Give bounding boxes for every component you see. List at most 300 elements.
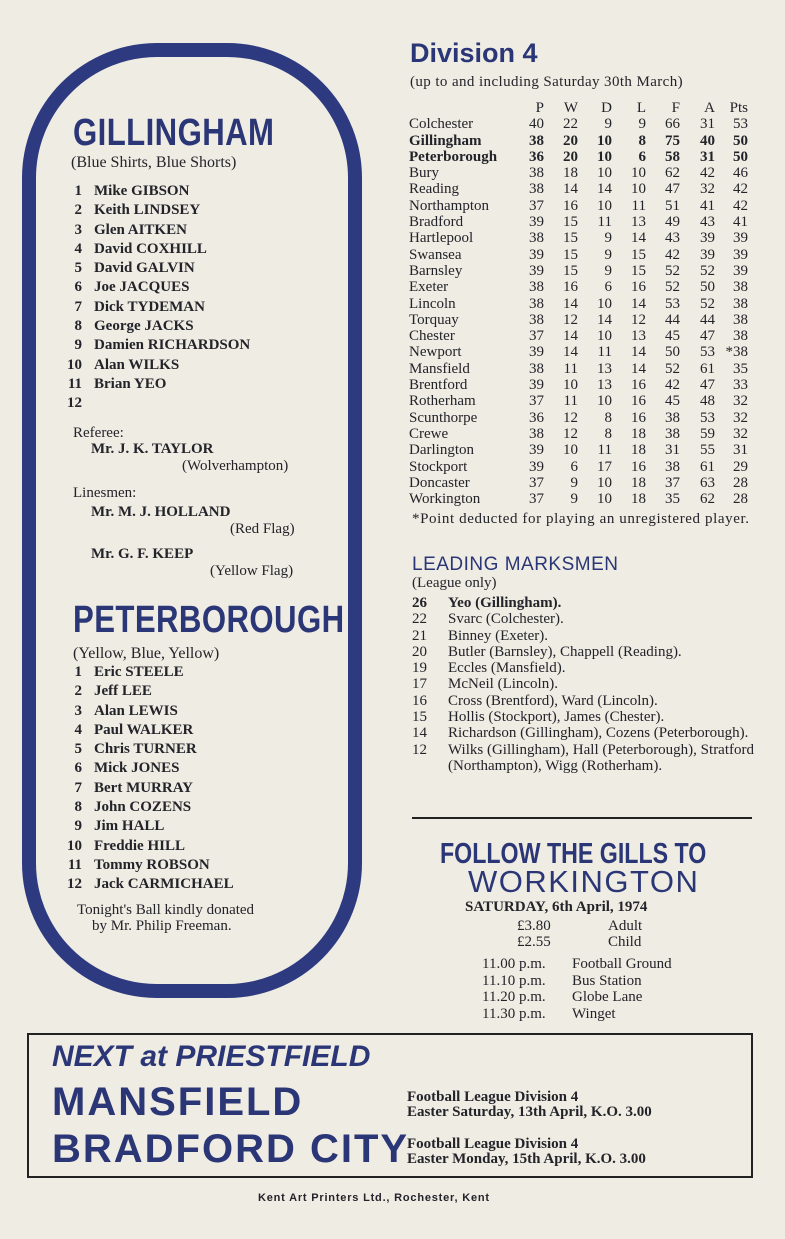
stat-cell: 10 <box>597 132 612 149</box>
stat-cell: 10 <box>597 328 612 345</box>
stat-cell: 62 <box>700 491 715 508</box>
stat-cell: 11 <box>631 197 646 214</box>
table-row <box>409 116 748 132</box>
player-name: Jeff LEE <box>94 683 152 700</box>
shirt-number: 6 <box>74 279 82 296</box>
stat-cell: 28 <box>733 474 748 491</box>
stat-cell: 61 <box>700 458 715 475</box>
stat-cell: 11 <box>597 344 612 361</box>
stat-cell: 32 <box>733 393 748 410</box>
marksman-names: Butler (Barnsley), Chappell (Reading). <box>448 643 682 660</box>
stat-cell: 6 <box>570 458 578 475</box>
shirt-number: 4 <box>74 721 82 738</box>
stat-cell: 63 <box>700 474 715 491</box>
linesman2-flag: (Yellow Flag) <box>210 563 294 579</box>
stat-cell: 14 <box>597 181 612 198</box>
stat-cell: 37 <box>529 491 544 508</box>
stat-cell: 55 <box>700 442 715 459</box>
team-cell: Reading <box>409 181 459 198</box>
shirt-number: 9 <box>74 818 82 835</box>
stat-cell: 41 <box>733 214 748 231</box>
stat-cell: 10 <box>597 491 612 508</box>
stat-cell: 42 <box>733 197 748 214</box>
table-row <box>409 475 748 491</box>
table-row <box>409 133 748 149</box>
shirt-number: 3 <box>74 702 82 719</box>
table-row <box>409 165 748 181</box>
player-name: Dick TYDEMAN <box>94 298 205 315</box>
stat-cell: 11 <box>563 393 578 410</box>
stat-cell: 14 <box>597 311 612 328</box>
home-player-row <box>54 241 250 260</box>
player-name: Bert MURRAY <box>94 779 194 796</box>
stat-cell: 11 <box>563 360 578 377</box>
marksman-row <box>412 725 785 741</box>
player-name: David GALVIN <box>94 260 195 277</box>
departure-row <box>482 1006 672 1023</box>
stat-cell: 8 <box>638 132 646 149</box>
price-category: Adult <box>608 918 643 934</box>
stat-cell: 35 <box>733 360 748 377</box>
table-row <box>409 312 748 328</box>
goal-count: 15 <box>412 709 427 726</box>
table-row <box>409 442 748 458</box>
goal-count: 12 <box>412 741 427 758</box>
stat-cell: 38 <box>529 230 544 247</box>
shirt-number: 6 <box>74 760 82 777</box>
stat-cell: 14 <box>631 230 646 247</box>
marksman-names: Svarc (Colchester). <box>448 611 564 628</box>
stat-cell: 20 <box>563 148 578 165</box>
home-player-row <box>54 222 250 241</box>
stat-cell: 18 <box>563 165 578 182</box>
stat-cell: 50 <box>700 279 715 296</box>
stat-cell: 9 <box>604 230 612 247</box>
stat-cell: 62 <box>665 165 680 182</box>
ball-donation-line2: by Mr. Philip Freeman. <box>92 918 232 934</box>
stat-cell: 45 <box>665 393 680 410</box>
marksman-row <box>412 709 785 725</box>
linesman1-name: Mr. M. J. HOLLAND <box>91 504 231 520</box>
shirt-number: 4 <box>74 240 82 257</box>
stat-cell: 32 <box>700 181 715 198</box>
fixture-line-2b: Easter Monday, 15th April, K.O. 3.00 <box>407 1151 646 1167</box>
price-list <box>517 918 642 950</box>
stat-cell: 39 <box>529 344 544 361</box>
marksman-names: McNeil (Lincoln). <box>448 676 558 693</box>
stat-cell: 37 <box>529 197 544 214</box>
shirt-number: 2 <box>74 683 82 700</box>
stat-cell: 52 <box>700 295 715 312</box>
shirt-number: 1 <box>74 664 82 680</box>
team-cell: Peterborough <box>409 148 498 165</box>
stat-cell: 38 <box>529 295 544 312</box>
printer-credit: Kent Art Printers Ltd., Rochester, Kent <box>258 1192 490 1204</box>
shirt-number: 12 <box>67 395 82 412</box>
fixture-team-2: BRADFORD CITY <box>52 1127 410 1171</box>
player-name: Jack CARMICHAEL <box>94 876 234 893</box>
stat-cell: 52 <box>665 262 680 279</box>
stat-cell: 9 <box>604 262 612 279</box>
stat-cell: 14 <box>631 344 646 361</box>
stat-cell: 6 <box>604 279 612 296</box>
departure-time: 11.10 p.m. <box>482 972 546 989</box>
away-player-row <box>54 703 234 722</box>
stat-cell: *38 <box>725 344 748 361</box>
stat-cell: 59 <box>700 425 715 442</box>
shirt-number: 12 <box>67 876 82 893</box>
marksman-names: Yeo (Gillingham). <box>448 595 562 611</box>
home-player-row <box>54 260 250 279</box>
shirt-number: 5 <box>74 741 82 758</box>
stat-cell: 52 <box>665 279 680 296</box>
table-row <box>409 491 748 507</box>
team-cell: Swansea <box>409 246 462 263</box>
home-team-kit: (Blue Shirts, Blue Shorts) <box>71 154 237 171</box>
stat-cell: 28 <box>733 491 748 508</box>
stat-cell: 9 <box>638 116 646 133</box>
stat-cell: 39 <box>700 230 715 247</box>
departure-times <box>482 956 672 1022</box>
away-player-row <box>54 664 234 683</box>
table-row <box>409 459 748 475</box>
stat-cell: 10 <box>563 442 578 459</box>
stat-cell: 14 <box>563 181 578 198</box>
section-divider <box>412 817 752 819</box>
stat-cell: 11 <box>597 442 612 459</box>
team-cell: Bury <box>409 165 439 182</box>
departure-time: 11.30 p.m. <box>482 1005 546 1022</box>
stat-cell: 37 <box>529 328 544 345</box>
col-header: L <box>636 100 646 116</box>
stat-cell: 39 <box>529 214 544 231</box>
stat-cell: 14 <box>631 295 646 312</box>
stat-cell: 13 <box>631 328 646 345</box>
stat-cell: 10 <box>597 474 612 491</box>
col-header: A <box>704 100 715 116</box>
goal-count: 16 <box>412 692 427 709</box>
team-cell: Colchester <box>409 116 474 133</box>
marksman-names: Wilks (Gillingham), Hall (Peterborough), Stratford (Northampton), Wigg (Rotherham). <box>448 741 754 774</box>
ball-donation-line1: Tonight's Ball kindly donated <box>77 902 255 918</box>
stat-cell: 9 <box>604 116 612 133</box>
goal-count: 19 <box>412 660 427 677</box>
division-subtitle: (up to and including Saturday 30th March) <box>410 74 684 90</box>
stat-cell: 16 <box>563 197 578 214</box>
stat-cell: 31 <box>733 442 748 459</box>
player-name: Jim HALL <box>94 818 165 835</box>
fixture-line-1b: Easter Saturday, 13th April, K.O. 3.00 <box>407 1104 652 1120</box>
player-name: John COZENS <box>94 799 192 816</box>
linesman2-name: Mr. G. F. KEEP <box>91 546 194 562</box>
next-at-title: NEXT at PRIESTFIELD <box>52 1040 371 1073</box>
player-name: Freddie HILL <box>94 837 185 854</box>
stat-cell: 38 <box>665 425 680 442</box>
marksman-row <box>412 693 785 709</box>
stat-cell: 11 <box>597 214 612 231</box>
league-table-header <box>409 100 748 116</box>
stat-cell: 31 <box>665 442 680 459</box>
home-player-row <box>54 395 250 414</box>
away-player-row <box>54 876 234 895</box>
home-player-row <box>54 202 250 221</box>
team-cell: Newport <box>409 344 462 361</box>
stat-cell: 45 <box>665 328 680 345</box>
stat-cell: 37 <box>665 474 680 491</box>
player-name: Glen AITKEN <box>94 221 187 238</box>
table-row <box>409 247 748 263</box>
stat-cell: 10 <box>563 377 578 394</box>
team-cell: Torquay <box>409 311 459 328</box>
departure-place: Football Ground <box>572 956 672 972</box>
stat-cell: 10 <box>597 393 612 410</box>
departure-place: Winget <box>572 1005 616 1022</box>
away-player-row <box>54 683 234 702</box>
player-name: Alan LEWIS <box>94 702 178 719</box>
team-cell: Bradford <box>409 214 464 231</box>
stat-cell: 46 <box>733 165 748 182</box>
stat-cell: 53 <box>700 344 715 361</box>
stat-cell: 18 <box>631 491 646 508</box>
stat-cell: 38 <box>665 409 680 426</box>
stat-cell: 10 <box>631 165 646 182</box>
stat-cell: 36 <box>529 409 544 426</box>
stat-cell: 31 <box>700 116 715 133</box>
stat-cell: 13 <box>631 214 646 231</box>
stat-cell: 75 <box>665 132 680 149</box>
shirt-number: 3 <box>74 221 82 238</box>
away-player-list <box>54 664 234 896</box>
shirt-number: 11 <box>67 375 82 392</box>
team-cell: Crewe <box>409 425 449 442</box>
marksman-names: Richardson (Gillingham), Cozens (Peterborough). <box>448 725 749 742</box>
shirt-number: 5 <box>74 260 82 277</box>
away-player-row <box>54 780 234 799</box>
stat-cell: 36 <box>529 148 544 165</box>
player-name: Paul WALKER <box>94 721 194 738</box>
home-team-name: GILLINGHAM <box>73 112 275 154</box>
stat-cell: 10 <box>631 181 646 198</box>
stat-cell: 43 <box>700 214 715 231</box>
goal-count: 17 <box>412 676 427 693</box>
follow-date: SATURDAY, 6th April, 1974 <box>465 899 648 915</box>
shirt-number: 10 <box>67 356 82 373</box>
stat-cell: 41 <box>700 197 715 214</box>
stat-cell: 37 <box>529 393 544 410</box>
departure-place: Bus Station <box>572 972 642 989</box>
stat-cell: 10 <box>597 295 612 312</box>
marksman-names: Cross (Brentford), Ward (Lincoln). <box>448 692 658 709</box>
marksman-row <box>412 644 785 660</box>
stat-cell: 38 <box>529 279 544 296</box>
team-cell: Scunthorpe <box>409 409 478 426</box>
linesman1-flag: (Red Flag) <box>230 521 295 537</box>
stat-cell: 15 <box>563 262 578 279</box>
away-player-row <box>54 760 234 779</box>
home-player-row <box>54 357 250 376</box>
stat-cell: 42 <box>700 165 715 182</box>
player-name: Brian YEO <box>94 375 167 392</box>
stat-cell: 12 <box>563 409 578 426</box>
away-team-kit: (Yellow, Blue, Yellow) <box>73 645 220 662</box>
price-row <box>517 918 642 934</box>
marksmen-title: LEADING MARKSMEN <box>412 554 619 575</box>
stat-cell: 8 <box>604 425 612 442</box>
price-value: £3.80 <box>517 918 551 934</box>
player-name: David COXHILL <box>94 240 207 257</box>
table-row <box>409 344 748 360</box>
stat-cell: 52 <box>700 262 715 279</box>
stat-cell: 47 <box>665 181 680 198</box>
home-player-row <box>54 299 250 318</box>
marksman-row <box>412 628 785 644</box>
marksman-row <box>412 611 785 627</box>
stat-cell: 39 <box>529 262 544 279</box>
col-header: P <box>535 100 544 116</box>
team-cell: Darlington <box>409 442 474 459</box>
player-name: Eric STEELE <box>94 664 184 680</box>
stat-cell: 8 <box>604 409 612 426</box>
stat-cell: 16 <box>631 279 646 296</box>
team-cell: Barnsley <box>409 262 463 279</box>
away-player-row <box>54 741 234 760</box>
stat-cell: 39 <box>529 377 544 394</box>
player-name: Damien RICHARDSON <box>94 337 251 354</box>
marksman-row <box>412 676 785 692</box>
stat-cell: 38 <box>529 425 544 442</box>
col-header: Pts <box>729 100 748 116</box>
stat-cell: 15 <box>563 230 578 247</box>
stat-cell: 52 <box>665 360 680 377</box>
stat-cell: 38 <box>733 311 748 328</box>
departure-time: 11.00 p.m. <box>482 956 546 972</box>
goal-count: 20 <box>412 643 427 660</box>
stat-cell: 16 <box>631 393 646 410</box>
stat-cell: 16 <box>631 377 646 394</box>
home-player-row <box>54 376 250 395</box>
team-cell: Doncaster <box>409 474 470 491</box>
stat-cell: 37 <box>529 474 544 491</box>
stat-cell: 12 <box>631 311 646 328</box>
player-name: George JACKS <box>94 318 194 335</box>
stat-cell: 6 <box>638 148 646 165</box>
stat-cell: 47 <box>700 328 715 345</box>
col-header: F <box>671 100 680 116</box>
shirt-number: 9 <box>74 337 82 354</box>
stat-cell: 44 <box>665 311 680 328</box>
fixture-line-1a: Football League Division 4 <box>407 1089 579 1105</box>
marksman-names: Binney (Exeter). <box>448 627 548 644</box>
team-cell: Brentford <box>409 377 468 394</box>
departure-place: Globe Lane <box>572 989 643 1005</box>
home-player-list <box>54 183 250 415</box>
team-cell: Stockport <box>409 458 468 475</box>
team-cell: Lincoln <box>409 295 456 312</box>
shirt-number: 7 <box>74 779 82 796</box>
stat-cell: 9 <box>570 474 578 491</box>
stat-cell: 53 <box>665 295 680 312</box>
away-player-row <box>54 818 234 837</box>
stat-cell: 49 <box>665 214 680 231</box>
marksman-row <box>412 742 785 775</box>
stat-cell: 15 <box>631 262 646 279</box>
shirt-number: 10 <box>67 837 82 854</box>
goal-count: 14 <box>412 725 427 742</box>
table-row <box>409 263 748 279</box>
stat-cell: 39 <box>529 246 544 263</box>
player-name: Mick JONES <box>94 760 180 777</box>
table-row <box>409 149 748 165</box>
shirt-number: 2 <box>74 202 82 219</box>
stat-cell: 33 <box>733 377 748 394</box>
stat-cell: 16 <box>631 458 646 475</box>
stat-cell: 13 <box>597 360 612 377</box>
stat-cell: 47 <box>700 377 715 394</box>
table-row <box>409 279 748 295</box>
departure-row <box>482 956 672 973</box>
shirt-number: 7 <box>74 298 82 315</box>
stat-cell: 14 <box>563 295 578 312</box>
home-player-row <box>54 318 250 337</box>
stat-cell: 39 <box>733 246 748 263</box>
stat-cell: 15 <box>631 246 646 263</box>
division-title: Division 4 <box>410 38 538 68</box>
away-player-row <box>54 838 234 857</box>
home-player-row <box>54 183 250 202</box>
stat-cell: 12 <box>563 425 578 442</box>
departure-time: 11.20 p.m. <box>482 989 546 1005</box>
stat-cell: 38 <box>665 458 680 475</box>
col-header: D <box>601 100 612 116</box>
away-player-row <box>54 722 234 741</box>
points-footnote: *Point deducted for playing an unregistered player. <box>412 511 750 527</box>
stat-cell: 39 <box>733 262 748 279</box>
shirt-number: 8 <box>74 799 82 816</box>
stat-cell: 38 <box>529 181 544 198</box>
table-row <box>409 328 748 344</box>
stat-cell: 53 <box>733 116 748 133</box>
team-cell: Northampton <box>409 197 489 214</box>
player-name: Joe JACQUES <box>94 279 190 296</box>
stat-cell: 42 <box>665 246 680 263</box>
stat-cell: 15 <box>563 246 578 263</box>
stat-cell: 61 <box>700 360 715 377</box>
stat-cell: 18 <box>631 425 646 442</box>
team-cell: Exeter <box>409 279 449 296</box>
player-name: Keith LINDSEY <box>94 202 201 219</box>
stat-cell: 10 <box>597 165 612 182</box>
stat-cell: 13 <box>597 377 612 394</box>
team-cell: Chester <box>409 328 455 345</box>
linesmen-label: Linesmen: <box>73 485 137 501</box>
stat-cell: 40 <box>700 132 715 149</box>
stat-cell: 50 <box>733 132 748 149</box>
fixture-team-1: MANSFIELD <box>52 1080 304 1124</box>
table-row <box>409 214 748 230</box>
stat-cell: 39 <box>529 458 544 475</box>
stat-cell: 32 <box>733 425 748 442</box>
away-team-name: PETERBOROUGH <box>73 599 345 641</box>
home-player-row <box>54 337 250 356</box>
stat-cell: 40 <box>529 116 544 133</box>
team-cell: Gillingham <box>409 132 482 149</box>
stat-cell: 38 <box>733 328 748 345</box>
stat-cell: 18 <box>631 442 646 459</box>
marksman-names: Hollis (Stockport), James (Chester). <box>448 709 665 726</box>
marksmen-list <box>412 595 785 774</box>
stat-cell: 50 <box>665 344 680 361</box>
stat-cell: 10 <box>597 197 612 214</box>
